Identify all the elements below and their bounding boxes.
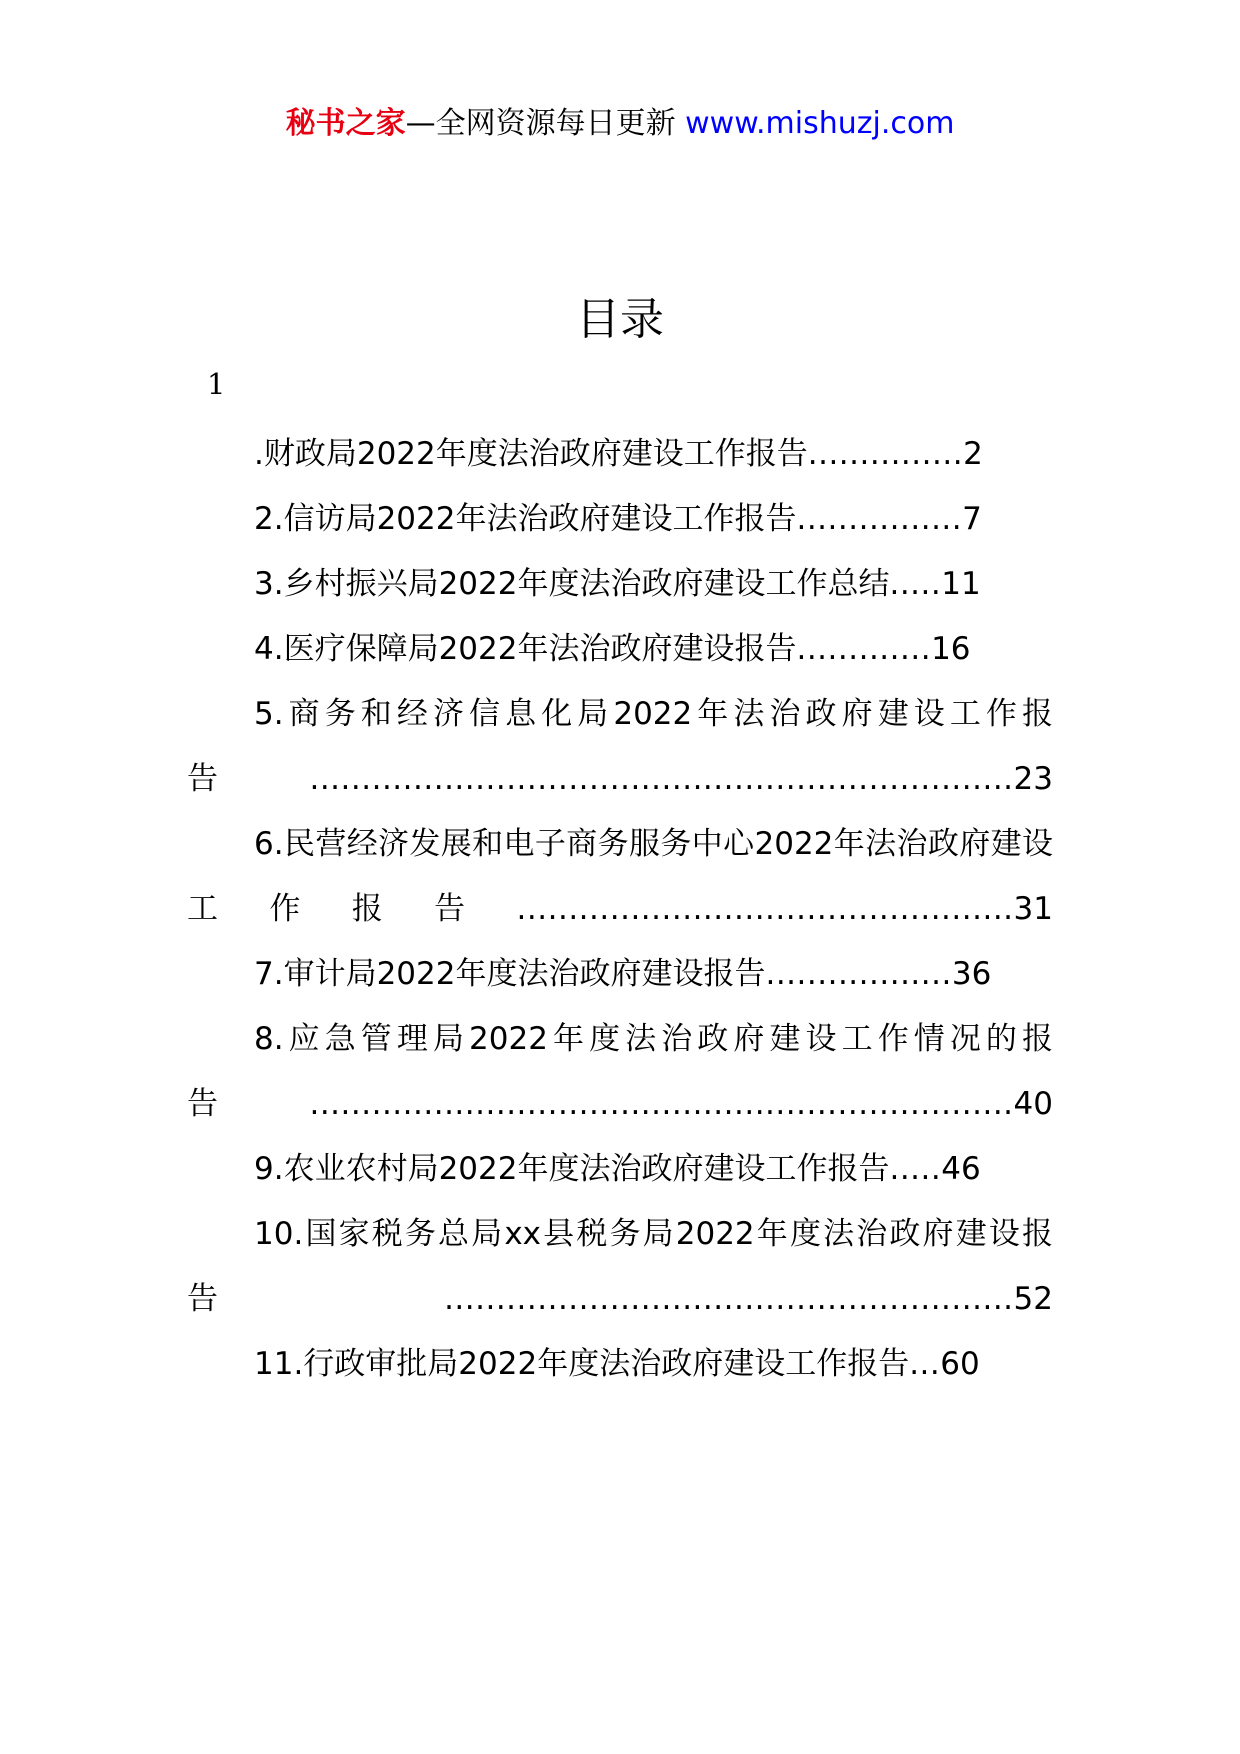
toc-entry-9[interactable] (187, 1137, 1053, 1202)
table-of-contents (187, 422, 1053, 1397)
toc-entry-label: 10.国家税务总局xx县税务局2022年度法治政府建设报告 (187, 1216, 1053, 1317)
toc-page-number: 46 (941, 1151, 981, 1187)
toc-entry-label: 11.行政审批局2022年度法治政府建设工作报告 (254, 1346, 910, 1382)
toc-leader-dots: ....................................................... (444, 1281, 1014, 1317)
toc-page-number: 2 (963, 436, 983, 472)
toc-entry-10[interactable] (187, 1202, 1053, 1332)
toc-page-number: 31 (1013, 891, 1053, 927)
toc-leader-dots: .................................................................... (309, 761, 1014, 797)
toc-entry-label: 4.医疗保障局2022年法治政府建设报告 (254, 631, 797, 667)
toc-entry-11[interactable] (187, 1332, 1053, 1397)
toc-entry-6[interactable] (187, 812, 1053, 942)
toc-entry-3[interactable] (187, 552, 1053, 617)
toc-leader-dots: ................................................ (516, 891, 1014, 927)
toc-page-number: 11 (941, 566, 981, 602)
site-url-link[interactable]: www.mishuzj.com (685, 106, 955, 141)
toc-page-number: 16 (931, 631, 971, 667)
toc-leader-dots: .................................................................... (309, 1086, 1014, 1122)
toc-entry-label: .财政局2022年度法治政府建设工作报告 (254, 436, 808, 472)
toc-leader-dots: ............... (807, 436, 964, 472)
toc-page-number: 36 (951, 956, 992, 992)
toc-leader-dots: ... (909, 1346, 941, 1382)
page-title: 目录 (576, 294, 664, 345)
toc-entry-label: 3.乡村振兴局2022年度法治政府建设工作总结 (254, 566, 890, 602)
toc-entry-label: 5.商务和经济信息化局2022年法治政府建设工作报告 (187, 696, 1053, 797)
toc-entry-2[interactable] (187, 487, 1053, 552)
toc-entry-8[interactable] (187, 1007, 1053, 1137)
toc-leader-dots: ..... (889, 1151, 942, 1187)
toc-page-number: 40 (1013, 1086, 1053, 1122)
site-header (0, 104, 1240, 144)
toc-entry-4[interactable] (187, 617, 1053, 682)
toc-page-number: 23 (1013, 761, 1053, 797)
toc-entry-5[interactable] (187, 682, 1053, 812)
toc-entry-label: 2.信访局2022年法治政府建设工作报告 (254, 501, 797, 537)
toc-entry-7[interactable] (187, 942, 1053, 1007)
toc-page-number: 60 (940, 1346, 980, 1382)
toc-leader-dots: ..... (889, 566, 942, 602)
toc-entry-label: 6.民营经济发展和电子商务服务中心2022年法治政府建设工作报告 (187, 826, 1053, 927)
toc-entry-label: 8.应急管理局2022年度法治政府建设工作情况的报告 (187, 1021, 1053, 1122)
toc-page-number: 7 (962, 501, 982, 537)
toc-entry-label: 7.审计局2022年度法治政府建设报告 (254, 956, 766, 992)
brand-name: 秘书之家 (285, 106, 406, 141)
header-tagline: —全网资源每日更新 (405, 106, 686, 141)
toc-page-number: 52 (1013, 1281, 1053, 1317)
toc-entry-label: 9.农业农村局2022年度法治政府建设工作报告 (254, 1151, 890, 1187)
toc-entry-1[interactable] (187, 422, 1053, 487)
toc-leader-dots: ................ (796, 501, 963, 537)
toc-section-number: 1 (207, 367, 226, 401)
toc-leader-dots: .................. (765, 956, 952, 992)
toc-leader-dots: ............. (796, 631, 932, 667)
